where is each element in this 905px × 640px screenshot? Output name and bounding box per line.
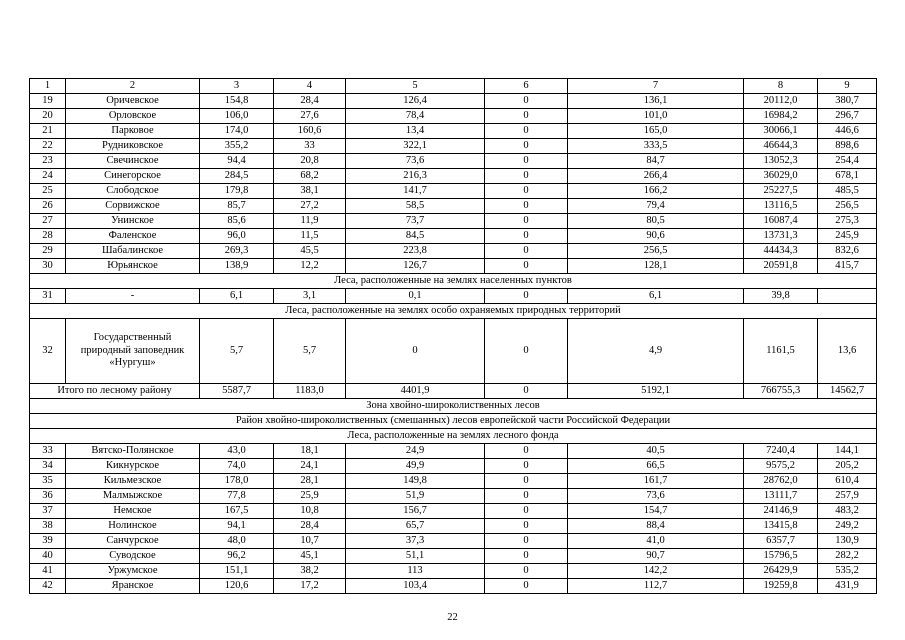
table-cell: 5,7	[200, 319, 274, 384]
table-cell: 446,6	[818, 124, 877, 139]
table-row	[30, 139, 877, 154]
table-cell: 431,9	[818, 579, 877, 594]
table-cell: 249,2	[818, 519, 877, 534]
table-cell: Нолинское	[66, 519, 200, 534]
table-cell: 4	[274, 79, 346, 94]
table-cell: 48,0	[200, 534, 274, 549]
table-cell: Орловское	[66, 109, 200, 124]
table-cell: 160,6	[274, 124, 346, 139]
table-cell: 161,7	[568, 474, 744, 489]
table-cell: 28762,0	[744, 474, 818, 489]
table-cell: 333,5	[568, 139, 744, 154]
table-cell: 3	[200, 79, 274, 94]
table-cell: 4,9	[568, 319, 744, 384]
table-cell: 106,0	[200, 109, 274, 124]
table-row	[30, 459, 877, 474]
table-row	[30, 184, 877, 199]
table-cell: 85,7	[200, 199, 274, 214]
table-cell: 16984,2	[744, 109, 818, 124]
table-cell: 9575,2	[744, 459, 818, 474]
table-cell: 27,2	[274, 199, 346, 214]
section-title-forest-fund: Леса, расположенные на землях лесного фонда	[30, 429, 877, 444]
table-row	[30, 199, 877, 214]
table-cell: 355,2	[200, 139, 274, 154]
table-cell: Свечинское	[66, 154, 200, 169]
table-cell: 0	[485, 229, 568, 244]
table-cell: 0	[485, 124, 568, 139]
table-cell: 84,7	[568, 154, 744, 169]
table-cell: 23	[30, 154, 66, 169]
table-cell: 32	[30, 319, 66, 384]
table-cell: 11,9	[274, 214, 346, 229]
table-row	[30, 444, 877, 459]
table-cell: 166,2	[568, 184, 744, 199]
table-cell: 41	[30, 564, 66, 579]
table-cell: Суводское	[66, 549, 200, 564]
table-cell: 120,6	[200, 579, 274, 594]
table-cell: 898,6	[818, 139, 877, 154]
table-cell: 101,0	[568, 109, 744, 124]
table-cell: 257,9	[818, 489, 877, 504]
table-cell: 165,0	[568, 124, 744, 139]
table-cell: 51,1	[346, 549, 485, 564]
table-cell: 0	[485, 259, 568, 274]
table-cell: 284,5	[200, 169, 274, 184]
table-cell: Малмыжское	[66, 489, 200, 504]
table-cell: 34	[30, 459, 66, 474]
table-cell: 13415,8	[744, 519, 818, 534]
table-cell: 19	[30, 94, 66, 109]
table-cell: 128,1	[568, 259, 744, 274]
table-cell: 610,4	[818, 474, 877, 489]
table-cell: 266,4	[568, 169, 744, 184]
table-cell: Немское	[66, 504, 200, 519]
table-cell: Государственный природный заповедник «Нургуш»	[66, 319, 200, 384]
table-cell: 0	[485, 489, 568, 504]
table-cell: 136,1	[568, 94, 744, 109]
table-cell: 167,5	[200, 504, 274, 519]
table-cell: 37,3	[346, 534, 485, 549]
table-cell: 0	[485, 549, 568, 564]
table-cell: 8	[744, 79, 818, 94]
table-cell: 31	[30, 289, 66, 304]
table-cell: 322,1	[346, 139, 485, 154]
table-cell: 113	[346, 564, 485, 579]
table-row	[30, 534, 877, 549]
page-number: 22	[447, 612, 458, 623]
table-cell: 13111,7	[744, 489, 818, 504]
table-cell: 112,7	[568, 579, 744, 594]
table-cell: 90,7	[568, 549, 744, 564]
table-cell: 13116,5	[744, 199, 818, 214]
table-row	[30, 549, 877, 564]
table-cell: 41,0	[568, 534, 744, 549]
table-cell: 24,9	[346, 444, 485, 459]
table-cell: 485,5	[818, 184, 877, 199]
section-title-settlements: Леса, расположенные на землях населенных пунктов	[30, 274, 877, 289]
table-row	[30, 259, 877, 274]
table-cell: 0	[485, 474, 568, 489]
table-cell: 5192,1	[568, 384, 744, 399]
table-cell: 38	[30, 519, 66, 534]
forest-table-sheet	[29, 78, 876, 594]
table-cell: 0	[485, 459, 568, 474]
table-cell: 216,3	[346, 169, 485, 184]
table-cell: 0	[485, 519, 568, 534]
table-cell: 0	[485, 169, 568, 184]
table-cell: 0	[485, 319, 568, 384]
table-cell: 28,4	[274, 94, 346, 109]
table-cell: 22	[30, 139, 66, 154]
table-cell: 6,1	[568, 289, 744, 304]
table-row	[30, 319, 877, 384]
table-cell: 96,0	[200, 229, 274, 244]
table-cell: 0	[485, 504, 568, 519]
table-cell: 832,6	[818, 244, 877, 259]
table-cell: 380,7	[818, 94, 877, 109]
table-cell: 1	[30, 79, 66, 94]
table-cell: Кильмезское	[66, 474, 200, 489]
table-cell: 154,8	[200, 94, 274, 109]
table-cell: 11,5	[274, 229, 346, 244]
table-cell: 0,1	[346, 289, 485, 304]
table-cell: 144,1	[818, 444, 877, 459]
table-cell: 24	[30, 169, 66, 184]
zone-title: Зона хвойно-широколиственных лесов	[30, 399, 877, 414]
table-cell: Слободское	[66, 184, 200, 199]
table-cell: 58,5	[346, 199, 485, 214]
table-cell: 1183,0	[274, 384, 346, 399]
table-cell: 40,5	[568, 444, 744, 459]
table-cell: 20591,8	[744, 259, 818, 274]
table-cell: Уржумское	[66, 564, 200, 579]
table-cell: 68,2	[274, 169, 346, 184]
table-cell: 28,1	[274, 474, 346, 489]
table-cell: 26	[30, 199, 66, 214]
table-cell: Фаленское	[66, 229, 200, 244]
table-cell: 77,8	[200, 489, 274, 504]
table-cell: 142,2	[568, 564, 744, 579]
table-cell: Сорвижское	[66, 199, 200, 214]
table-cell: 256,5	[818, 199, 877, 214]
table-row	[30, 289, 877, 304]
table-cell: 282,2	[818, 549, 877, 564]
table-cell: 126,4	[346, 94, 485, 109]
table-row	[30, 169, 877, 184]
table-cell: 0	[485, 579, 568, 594]
table-cell: 73,6	[346, 154, 485, 169]
table-cell: 44434,3	[744, 244, 818, 259]
table-cell: 27	[30, 214, 66, 229]
table-cell: 0	[485, 534, 568, 549]
table-cell: 85,6	[200, 214, 274, 229]
table-cell: 39,8	[744, 289, 818, 304]
table-cell: 37	[30, 504, 66, 519]
table-cell: 5587,7	[200, 384, 274, 399]
table-cell: 483,2	[818, 504, 877, 519]
table-cell: Оричевское	[66, 94, 200, 109]
table-cell: 84,5	[346, 229, 485, 244]
table-cell: 151,1	[200, 564, 274, 579]
table-cell: 29	[30, 244, 66, 259]
table-cell: 0	[485, 109, 568, 124]
table-cell: 73,6	[568, 489, 744, 504]
table-cell: 10,7	[274, 534, 346, 549]
table-cell: 0	[485, 289, 568, 304]
table-cell: 42	[30, 579, 66, 594]
section-row	[30, 414, 877, 429]
table-cell: 46644,3	[744, 139, 818, 154]
table-cell: 38,2	[274, 564, 346, 579]
table-cell: 205,2	[818, 459, 877, 474]
table-cell: 179,8	[200, 184, 274, 199]
table-cell: 13,6	[818, 319, 877, 384]
table-cell: 3,1	[274, 289, 346, 304]
table-cell: 256,5	[568, 244, 744, 259]
table-cell: 0	[346, 319, 485, 384]
table-cell: 30	[30, 259, 66, 274]
table-cell: 0	[485, 244, 568, 259]
table-cell: Санчурское	[66, 534, 200, 549]
table-cell: 94,4	[200, 154, 274, 169]
table-row	[30, 579, 877, 594]
table-cell: 36029,0	[744, 169, 818, 184]
table-cell: 269,3	[200, 244, 274, 259]
table-cell: 39	[30, 534, 66, 549]
table-cell: 0	[485, 94, 568, 109]
table-cell: 0	[485, 564, 568, 579]
table-cell: 245,9	[818, 229, 877, 244]
table-body	[30, 79, 877, 594]
table-cell: 4401,9	[346, 384, 485, 399]
table-cell: 26429,9	[744, 564, 818, 579]
table-cell: 33	[30, 444, 66, 459]
table-cell: 78,4	[346, 109, 485, 124]
total-row	[30, 384, 877, 399]
table-cell: 223,8	[346, 244, 485, 259]
table-cell: Вятско-Полянское	[66, 444, 200, 459]
table-cell: Итого по лесному району	[30, 384, 200, 399]
table-cell: 25227,5	[744, 184, 818, 199]
table-cell	[818, 289, 877, 304]
table-cell: 24,1	[274, 459, 346, 474]
table-cell: 43,0	[200, 444, 274, 459]
table-cell: 149,8	[346, 474, 485, 489]
table-row	[30, 109, 877, 124]
table-cell: 35	[30, 474, 66, 489]
table-cell: 0	[485, 444, 568, 459]
table-cell: Юрьянское	[66, 259, 200, 274]
section-row	[30, 429, 877, 444]
table-cell: 20,8	[274, 154, 346, 169]
table-row	[30, 124, 877, 139]
table-cell: 6,1	[200, 289, 274, 304]
table-cell: Кикнурское	[66, 459, 200, 474]
table-cell: -	[66, 289, 200, 304]
table-cell: Рудниковское	[66, 139, 200, 154]
table-cell: 20112,0	[744, 94, 818, 109]
table-cell: 18,1	[274, 444, 346, 459]
table-cell: 141,7	[346, 184, 485, 199]
table-cell: 38,1	[274, 184, 346, 199]
table-cell: 178,0	[200, 474, 274, 489]
table-cell: 156,7	[346, 504, 485, 519]
table-cell: 5,7	[274, 319, 346, 384]
table-cell: 30066,1	[744, 124, 818, 139]
table-cell: 19259,8	[744, 579, 818, 594]
table-cell: 1161,5	[744, 319, 818, 384]
table-cell: 6	[485, 79, 568, 94]
table-row	[30, 229, 877, 244]
table-cell: 275,3	[818, 214, 877, 229]
table-cell: 73,7	[346, 214, 485, 229]
table-cell: 25,9	[274, 489, 346, 504]
table-cell: 103,4	[346, 579, 485, 594]
table-cell: 0	[485, 154, 568, 169]
table-row	[30, 474, 877, 489]
table-cell: 7	[568, 79, 744, 94]
table-cell: Яранское	[66, 579, 200, 594]
section-row	[30, 274, 877, 289]
table-cell: 130,9	[818, 534, 877, 549]
table-row	[30, 519, 877, 534]
table-cell: 51,9	[346, 489, 485, 504]
table-cell: 88,4	[568, 519, 744, 534]
table-cell: 45,1	[274, 549, 346, 564]
table-cell: 40	[30, 549, 66, 564]
table-row	[30, 489, 877, 504]
table-cell: 65,7	[346, 519, 485, 534]
table-cell: 0	[485, 139, 568, 154]
table-cell: 415,7	[818, 259, 877, 274]
table-cell: Синегорское	[66, 169, 200, 184]
table-row	[30, 504, 877, 519]
table-cell: 27,6	[274, 109, 346, 124]
table-cell: 0	[485, 214, 568, 229]
table-cell: 0	[485, 184, 568, 199]
table-cell: 13052,3	[744, 154, 818, 169]
table-cell: Шабалинское	[66, 244, 200, 259]
table-cell: 7240,4	[744, 444, 818, 459]
table-cell: Парковое	[66, 124, 200, 139]
table-cell: 678,1	[818, 169, 877, 184]
table-cell: 25	[30, 184, 66, 199]
table-cell: 0	[485, 384, 568, 399]
table-cell: 154,7	[568, 504, 744, 519]
table-cell: 24146,9	[744, 504, 818, 519]
table-row	[30, 154, 877, 169]
table-row	[30, 244, 877, 259]
table-row	[30, 214, 877, 229]
table-cell: 16087,4	[744, 214, 818, 229]
table-cell: 28,4	[274, 519, 346, 534]
section-title-protected: Леса, расположенные на землях особо охраняемых природных территорий	[30, 304, 877, 319]
table-cell: 138,9	[200, 259, 274, 274]
header-row	[30, 79, 877, 94]
table-cell: 2	[66, 79, 200, 94]
table-cell: 535,2	[818, 564, 877, 579]
table-cell: 13,4	[346, 124, 485, 139]
table-cell: 66,5	[568, 459, 744, 474]
table-cell: 254,4	[818, 154, 877, 169]
table-cell: 10,8	[274, 504, 346, 519]
table-cell: 12,2	[274, 259, 346, 274]
table-cell: 49,9	[346, 459, 485, 474]
table-cell: 15796,5	[744, 549, 818, 564]
table-cell: 36	[30, 489, 66, 504]
table-cell: 28	[30, 229, 66, 244]
table-cell: 94,1	[200, 519, 274, 534]
region-title: Район хвойно-широколиственных (смешанных) лесов европейской части Российской Федерации	[30, 414, 877, 429]
table-cell: 21	[30, 124, 66, 139]
table-cell: 96,2	[200, 549, 274, 564]
table-cell: 20	[30, 109, 66, 124]
table-cell: 6357,7	[744, 534, 818, 549]
table-cell: 9	[818, 79, 877, 94]
table-cell: 766755,3	[744, 384, 818, 399]
table-cell: 79,4	[568, 199, 744, 214]
table-cell: 80,5	[568, 214, 744, 229]
table-cell: 45,5	[274, 244, 346, 259]
table-cell: 174,0	[200, 124, 274, 139]
table-cell: 33	[274, 139, 346, 154]
table-row	[30, 564, 877, 579]
table-cell: 14562,7	[818, 384, 877, 399]
table-cell: 126,7	[346, 259, 485, 274]
table-cell: Унинское	[66, 214, 200, 229]
forest-table	[29, 78, 877, 594]
table-cell: 74,0	[200, 459, 274, 474]
table-row	[30, 94, 877, 109]
table-cell: 13731,3	[744, 229, 818, 244]
table-cell: 17,2	[274, 579, 346, 594]
table-cell: 296,7	[818, 109, 877, 124]
section-row	[30, 399, 877, 414]
section-row	[30, 304, 877, 319]
table-cell: 5	[346, 79, 485, 94]
table-cell: 90,6	[568, 229, 744, 244]
table-cell: 0	[485, 199, 568, 214]
